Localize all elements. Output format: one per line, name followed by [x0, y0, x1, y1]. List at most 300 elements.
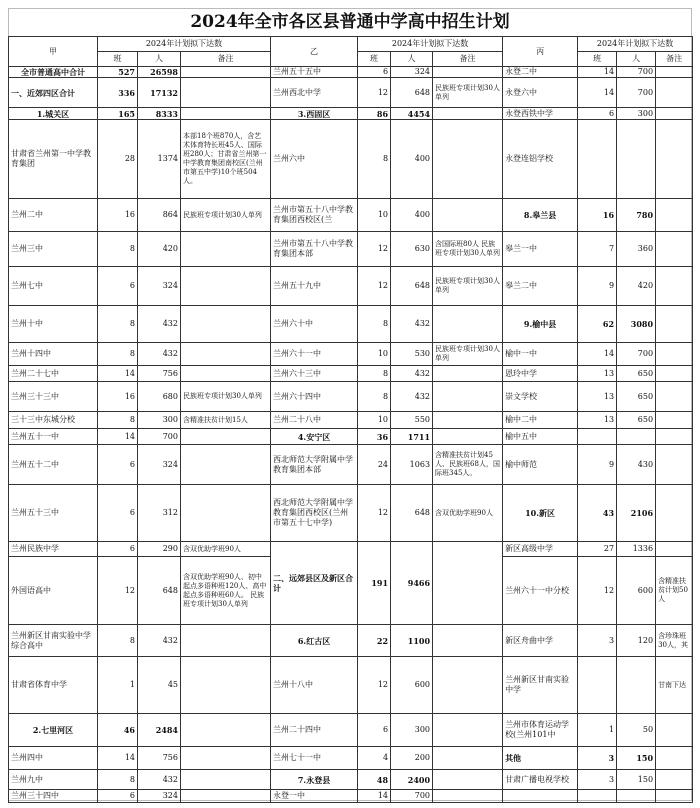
school-name: 兰州五十五中 — [271, 67, 358, 78]
student-count: 150 — [617, 770, 656, 790]
school-name: 兰州三中 — [9, 232, 98, 267]
school-name: 兰州六十三中 — [271, 366, 358, 382]
student-count: 324 — [138, 445, 181, 485]
plan-header-a: 2024年计划拟下达数 — [98, 37, 271, 52]
school-name: 兰州民族中学 — [9, 542, 98, 557]
class-count: 8 — [98, 412, 138, 429]
student-count: 432 — [138, 625, 181, 657]
class-count: 36 — [358, 429, 391, 445]
student-count: 1374 — [138, 120, 181, 199]
remark: 甘南下达 — [656, 657, 693, 714]
student-count: 3080 — [617, 306, 656, 343]
student-count: 1063 — [391, 445, 433, 485]
school-name: 兰州新区甘南实验中学 — [503, 657, 578, 714]
class-count: 8 — [358, 382, 391, 412]
class-count: 191 — [358, 542, 391, 625]
student-count: 600 — [617, 557, 656, 625]
school-name: 8.皋兰县 — [503, 199, 578, 232]
ban-header: 班 — [358, 52, 391, 67]
student-count: 700 — [138, 429, 181, 445]
school-name: 兰州西北中学 — [271, 78, 358, 108]
table-row — [9, 625, 693, 657]
student-count: 26598 — [138, 67, 181, 78]
student-count: 300 — [391, 714, 433, 747]
school-name: 7.永登县 — [271, 770, 358, 790]
student-count: 700 — [391, 790, 433, 803]
student-count: 150 — [617, 747, 656, 770]
student-count: 780 — [617, 199, 656, 232]
remark: 含国际班80人 民族班专项计划30人单列 — [433, 232, 503, 267]
class-count: 527 — [98, 67, 138, 78]
group-a-header: 甲 — [9, 37, 98, 67]
class-count: 6 — [98, 445, 138, 485]
remark — [181, 232, 271, 267]
student-count: 2400 — [391, 770, 433, 790]
table-row — [9, 78, 693, 108]
class-count: 62 — [578, 306, 617, 343]
school-name: 榆中二中 — [503, 412, 578, 429]
remark — [656, 267, 693, 306]
remark — [433, 382, 503, 412]
student-count: 4454 — [391, 108, 433, 120]
remark — [181, 343, 271, 366]
student-count: 650 — [617, 366, 656, 382]
school-name: 全市普通高中合计 — [9, 67, 98, 78]
student-count: 600 — [391, 657, 433, 714]
remark: 民族班专项计划30人单列 — [181, 382, 271, 412]
school-name: 榆中一中 — [503, 343, 578, 366]
student-count: 420 — [138, 232, 181, 267]
class-count: 8 — [358, 120, 391, 199]
class-count: 8 — [358, 306, 391, 343]
remark — [181, 747, 271, 770]
table-row — [9, 445, 693, 485]
student-count: 700 — [617, 78, 656, 108]
school-name: 兰州五十二中 — [9, 445, 98, 485]
student-count: 432 — [391, 306, 433, 343]
school-name: 甘肃省体育中学 — [9, 657, 98, 714]
class-count: 10 — [358, 343, 391, 366]
class-count: 16 — [98, 199, 138, 232]
remark — [181, 429, 271, 445]
school-name: 兰州二十八中 — [271, 412, 358, 429]
school-name: 恩玲中学 — [503, 366, 578, 382]
school-name: 三十三中东城分校 — [9, 412, 98, 429]
student-count: 360 — [617, 232, 656, 267]
class-count: 14 — [578, 343, 617, 366]
school-name: 永登西铁中学 — [503, 108, 578, 120]
student-count: 680 — [138, 382, 181, 412]
school-name: 兰州市体育运动学校(兰州101中 — [503, 714, 578, 747]
student-count: 300 — [138, 412, 181, 429]
remark — [433, 625, 503, 657]
student-count: 312 — [138, 485, 181, 542]
remark — [656, 78, 693, 108]
class-count: 165 — [98, 108, 138, 120]
ren-header: 人 — [138, 52, 181, 67]
remark — [656, 714, 693, 747]
class-count — [578, 790, 617, 803]
ren-header: 人 — [391, 52, 433, 67]
school-name: 兰州十中 — [9, 306, 98, 343]
class-count: 8 — [98, 306, 138, 343]
class-count: 27 — [578, 542, 617, 557]
table-row — [9, 382, 693, 412]
page-title: 2024年全市各区县普通中学高中招生计划 — [190, 12, 510, 32]
student-count: 864 — [138, 199, 181, 232]
school-name: 兰州市第五十八中学教育集团本部 — [271, 232, 358, 267]
remark — [656, 412, 693, 429]
remark: 含珍珠班30人，其 — [656, 625, 693, 657]
remark — [656, 445, 693, 485]
student-count: 200 — [391, 747, 433, 770]
school-name: 皋兰二中 — [503, 267, 578, 306]
table-row — [9, 485, 693, 542]
school-name: 永登连铝学校 — [503, 120, 578, 199]
student-count: 50 — [617, 714, 656, 747]
student-count: 648 — [138, 557, 181, 625]
class-count: 12 — [98, 557, 138, 625]
remark — [656, 485, 693, 542]
remark — [181, 445, 271, 485]
student-count: 432 — [391, 366, 433, 382]
class-count: 12 — [358, 232, 391, 267]
school-name: 1.城关区 — [9, 108, 98, 120]
class-count: 9 — [578, 267, 617, 306]
class-count: 46 — [98, 714, 138, 747]
student-count: 17132 — [138, 78, 181, 108]
school-name: 二、远郊县区及新区合计 — [271, 542, 358, 625]
remark: 民族班专项计划30人单列 — [181, 199, 271, 232]
remark — [181, 790, 271, 803]
student-count: 432 — [391, 382, 433, 412]
student-count: 1336 — [617, 542, 656, 557]
student-count: 2106 — [617, 485, 656, 542]
remark: 本部18个班870人，含艺术体育特长班45人、国际班280人；甘肃省兰州第一中学教育集团南校区(兰州市第五中学)10个班504人。 — [181, 120, 271, 199]
school-name: 兰州十八中 — [271, 657, 358, 714]
student-count: 45 — [138, 657, 181, 714]
school-name: 兰州三十四中 — [9, 790, 98, 803]
remark — [656, 382, 693, 412]
remark — [433, 770, 503, 790]
school-name: 榆中师范 — [503, 445, 578, 485]
remark — [181, 67, 271, 78]
student-count: 432 — [138, 306, 181, 343]
class-count: 10 — [358, 199, 391, 232]
school-name: 兰州五十一中 — [9, 429, 98, 445]
school-name: 西北师范大学附属中学教育集团西校区(兰州市第五十七中学) — [271, 485, 358, 542]
remark — [656, 770, 693, 790]
table-row — [9, 343, 693, 366]
class-count: 12 — [358, 485, 391, 542]
student-count — [617, 429, 656, 445]
student-count: 630 — [391, 232, 433, 267]
remark — [433, 199, 503, 232]
ban-header: 班 — [98, 52, 138, 67]
note-header: 备注 — [181, 52, 271, 67]
student-count: 120 — [617, 625, 656, 657]
class-count — [578, 120, 617, 199]
remark — [181, 267, 271, 306]
school-name: 兰州三十三中 — [9, 382, 98, 412]
note-header: 备注 — [656, 52, 693, 67]
remark — [181, 366, 271, 382]
class-count: 14 — [98, 366, 138, 382]
student-count: 2484 — [138, 714, 181, 747]
school-name: 永登一中 — [271, 790, 358, 803]
class-count: 336 — [98, 78, 138, 108]
table-row — [9, 120, 693, 199]
class-count: 6 — [358, 714, 391, 747]
group-c-header: 丙 — [503, 37, 578, 67]
remark — [181, 108, 271, 120]
remark — [656, 67, 693, 78]
student-count: 648 — [391, 485, 433, 542]
school-name: 9.榆中县 — [503, 306, 578, 343]
class-count: 1 — [578, 714, 617, 747]
remark: 含精准扶贫计划15人 — [181, 412, 271, 429]
school-name: 兰州二中 — [9, 199, 98, 232]
remark — [656, 108, 693, 120]
table-row — [9, 542, 693, 557]
class-count: 3 — [578, 747, 617, 770]
school-name: 兰州十四中 — [9, 343, 98, 366]
table-row — [9, 412, 693, 429]
student-count: 400 — [391, 199, 433, 232]
class-count: 14 — [358, 790, 391, 803]
class-count: 3 — [578, 625, 617, 657]
school-name: 其他 — [503, 747, 578, 770]
remark — [656, 429, 693, 445]
class-count: 10 — [358, 412, 391, 429]
school-name: 永登二中 — [503, 67, 578, 78]
student-count: 420 — [617, 267, 656, 306]
student-count: 700 — [617, 343, 656, 366]
school-name: 兰州六十四中 — [271, 382, 358, 412]
remark — [656, 199, 693, 232]
remark — [656, 306, 693, 343]
student-count — [617, 120, 656, 199]
student-count: 756 — [138, 366, 181, 382]
class-count: 28 — [98, 120, 138, 199]
student-count: 648 — [391, 267, 433, 306]
class-count: 16 — [578, 199, 617, 232]
remark: 民族班专项计划30人单列 — [433, 78, 503, 108]
class-count: 4 — [358, 747, 391, 770]
remark — [181, 657, 271, 714]
school-name: 永登六中 — [503, 78, 578, 108]
student-count: 430 — [617, 445, 656, 485]
student-count: 756 — [138, 747, 181, 770]
school-name: 10.新区 — [503, 485, 578, 542]
school-name: 外国语高中 — [9, 557, 98, 625]
remark: 含双优助学班90人、初中起点多语种班120人、高中起点多语种班60人。 民族班专项计划30人单列 — [181, 557, 271, 625]
student-count: 700 — [617, 67, 656, 78]
school-name: 崇文学校 — [503, 382, 578, 412]
school-name: 兰州二十四中 — [271, 714, 358, 747]
student-count: 648 — [391, 78, 433, 108]
remark — [433, 429, 503, 445]
class-count: 6 — [578, 108, 617, 120]
remark — [656, 232, 693, 267]
class-count — [578, 429, 617, 445]
student-count: 8333 — [138, 108, 181, 120]
class-count: 14 — [98, 429, 138, 445]
school-name: 4.安宁区 — [271, 429, 358, 445]
class-count: 1 — [98, 657, 138, 714]
table-row — [9, 108, 693, 120]
school-name: 榆中五中 — [503, 429, 578, 445]
class-count: 14 — [578, 78, 617, 108]
class-count: 24 — [358, 445, 391, 485]
remark: 含精准扶贫计划45人、民族班68人，国际班345人。 — [433, 445, 503, 485]
class-count: 6 — [98, 485, 138, 542]
remark — [656, 747, 693, 770]
class-count: 7 — [578, 232, 617, 267]
table-row — [9, 366, 693, 382]
remark — [181, 770, 271, 790]
class-count: 6 — [98, 790, 138, 803]
class-count: 22 — [358, 625, 391, 657]
student-count: 550 — [391, 412, 433, 429]
school-name: 新区高级中学 — [503, 542, 578, 557]
remark — [433, 790, 503, 803]
remark: 民族班专项计划30人单列 — [433, 267, 503, 306]
school-name: 新区舟曲中学 — [503, 625, 578, 657]
remark — [181, 306, 271, 343]
school-name: 兰州市第五十八中学教育集团西校区(兰 — [271, 199, 358, 232]
table-row — [9, 67, 693, 78]
class-count: 43 — [578, 485, 617, 542]
school-name: 兰州六十一中 — [271, 343, 358, 366]
class-count: 14 — [98, 747, 138, 770]
class-count: 16 — [98, 382, 138, 412]
school-name: 甘肃广播电视学校 — [503, 770, 578, 790]
remark — [181, 78, 271, 108]
school-name: 3.西固区 — [271, 108, 358, 120]
school-name: 兰州六十一中分校 — [503, 557, 578, 625]
student-count: 1100 — [391, 625, 433, 657]
school-name: 兰州四中 — [9, 747, 98, 770]
remark — [433, 714, 503, 747]
table-row — [9, 199, 693, 232]
remark — [433, 67, 503, 78]
table-row — [9, 790, 693, 803]
school-name: 皋兰一中 — [503, 232, 578, 267]
class-count: 8 — [98, 232, 138, 267]
class-count: 86 — [358, 108, 391, 120]
remark — [656, 366, 693, 382]
table-row — [9, 714, 693, 747]
remark — [181, 625, 271, 657]
student-count: 650 — [617, 412, 656, 429]
student-count: 432 — [138, 343, 181, 366]
class-count: 6 — [98, 267, 138, 306]
remark — [433, 366, 503, 382]
school-name: 西北师范大学附属中学教育集团本部 — [271, 445, 358, 485]
class-count: 12 — [358, 657, 391, 714]
remark — [656, 790, 693, 803]
school-name: 兰州五十九中 — [271, 267, 358, 306]
student-count: 400 — [391, 120, 433, 199]
note-header: 备注 — [433, 52, 503, 67]
class-count: 12 — [578, 557, 617, 625]
remark — [433, 306, 503, 343]
school-name: 2.七里河区 — [9, 714, 98, 747]
class-count — [578, 657, 617, 714]
table-body — [9, 67, 693, 803]
school-name: 兰州六十中 — [271, 306, 358, 343]
class-count: 12 — [358, 78, 391, 108]
plan-header-c: 2024年计划拟下达数 — [578, 37, 693, 52]
class-count: 14 — [578, 67, 617, 78]
school-name: 兰州五十三中 — [9, 485, 98, 542]
remark: 含双优助学班90人 — [433, 485, 503, 542]
remark — [181, 485, 271, 542]
school-name: 兰州六中 — [271, 120, 358, 199]
remark — [433, 108, 503, 120]
school-name: 兰州七十一中 — [271, 747, 358, 770]
student-count: 324 — [138, 790, 181, 803]
remark: 民族班专项计划30人单列 — [433, 343, 503, 366]
table-row — [9, 232, 693, 267]
table-row — [9, 429, 693, 445]
remark: 含精准扶贫计划50人 — [656, 557, 693, 625]
class-count: 13 — [578, 366, 617, 382]
class-count: 13 — [578, 412, 617, 429]
class-count: 8 — [98, 343, 138, 366]
student-count — [617, 657, 656, 714]
table-row — [9, 657, 693, 714]
ren-header: 人 — [617, 52, 656, 67]
class-count: 12 — [358, 267, 391, 306]
enrollment-plan-table — [8, 36, 693, 803]
school-name: 一、近郊四区合计 — [9, 78, 98, 108]
student-count: 290 — [138, 542, 181, 557]
school-name: 甘肃省兰州第一中学教育集团 — [9, 120, 98, 199]
class-count: 3 — [578, 770, 617, 790]
remark — [656, 120, 693, 199]
ban-header: 班 — [578, 52, 617, 67]
class-count: 6 — [358, 67, 391, 78]
table-row — [9, 770, 693, 790]
plan-header-b: 2024年计划拟下达数 — [358, 37, 503, 52]
remark — [433, 412, 503, 429]
remark: 含双优助学班90人 — [181, 542, 271, 557]
class-count: 6 — [98, 542, 138, 557]
student-count: 324 — [391, 67, 433, 78]
class-count: 9 — [578, 445, 617, 485]
student-count: 300 — [617, 108, 656, 120]
class-count: 13 — [578, 382, 617, 412]
school-name — [503, 790, 578, 803]
school-name: 兰州新区甘南实验中学综合高中 — [9, 625, 98, 657]
group-b-header: 乙 — [271, 37, 358, 67]
table-row — [9, 747, 693, 770]
student-count — [617, 790, 656, 803]
student-count: 1711 — [391, 429, 433, 445]
school-name: 兰州二十七中 — [9, 366, 98, 382]
table-row — [9, 306, 693, 343]
class-count: 8 — [98, 770, 138, 790]
remark — [656, 542, 693, 557]
remark — [181, 714, 271, 747]
remark — [433, 747, 503, 770]
student-count: 9466 — [391, 542, 433, 625]
student-count: 530 — [391, 343, 433, 366]
student-count: 650 — [617, 382, 656, 412]
remark — [433, 120, 503, 199]
